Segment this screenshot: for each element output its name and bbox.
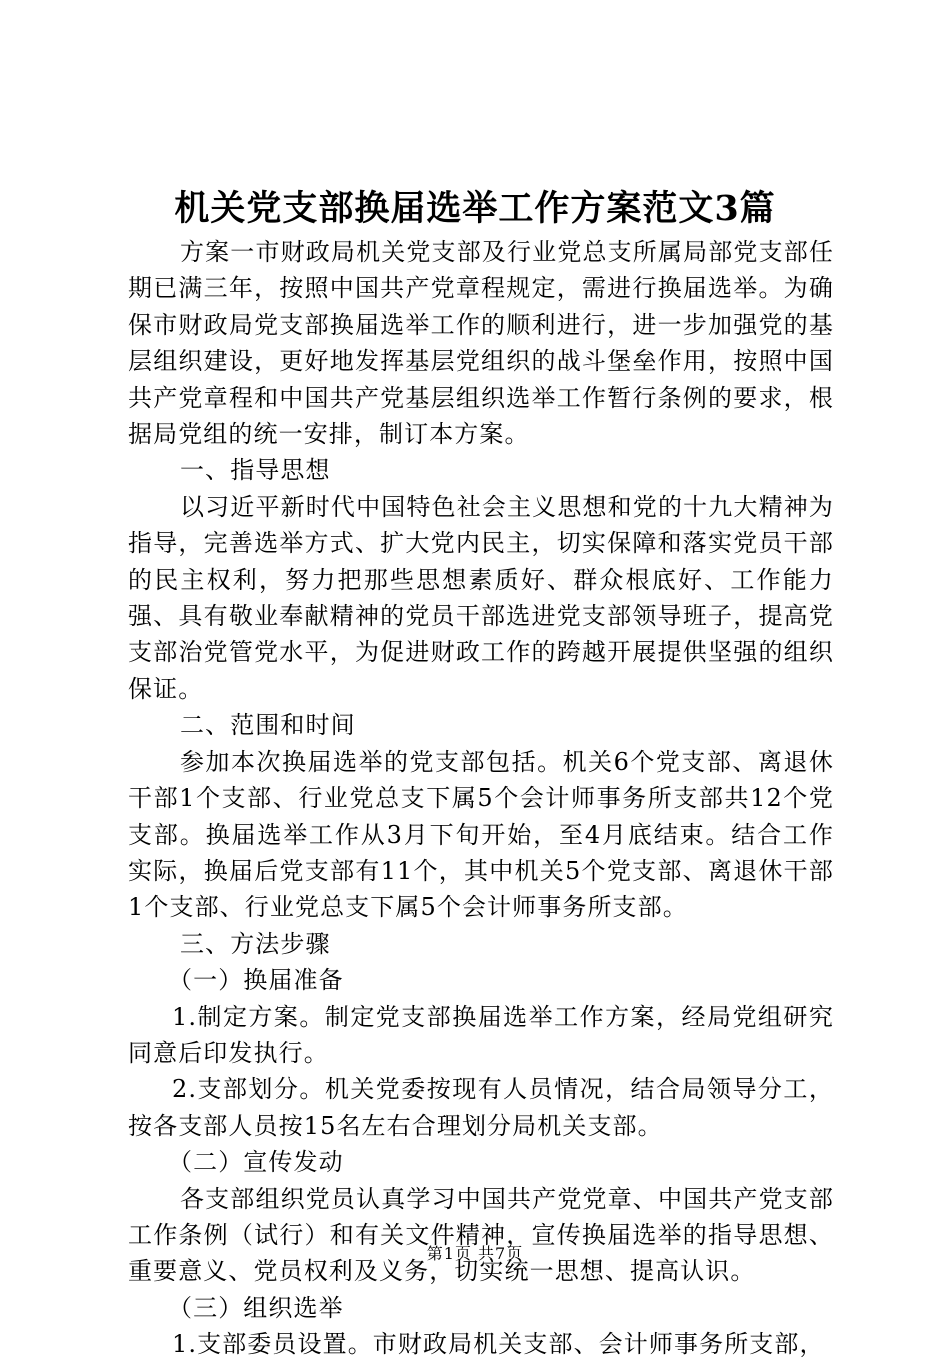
section-heading-guiding-thought: 一、指导思想: [180, 456, 331, 485]
scope-time-paragraph: 参加本次换届选举的党支部包括。机关6个党支部、离退休干部1个支部、行业党总支下属5个会计师事务所支部共12个党支部。换届选举工作从3月下旬开始，至4月底结束。结合工作实际，换届后党支部有11个，其中机关5个党支部、离退休干部1个支部、行业党总支下属5个会计师事务所支部。: [128, 747, 834, 922]
section-heading-scope-time: 二、范围和时间: [180, 711, 356, 740]
section-heading-method-steps: 三、方法步骤: [180, 929, 331, 958]
list-item-committee-setup: 1.支部委员设置。市财政局机关支部、会计师事务所支部，: [172, 1330, 825, 1359]
subsection-heading-election: （三）组织选举: [168, 1293, 344, 1322]
page-number-footer: 第1页 共7页: [426, 1244, 524, 1263]
list-item-make-plan: 1.制定方案。制定党支部换届选举工作方案，经局党组研究同意后印发执行。: [128, 1002, 834, 1067]
list-item-branch-division: 2.支部划分。机关党委按现有人员情况，结合局领导分工，按各支部人员按15名左右合理划分局机关支部。: [128, 1075, 834, 1140]
subsection-heading-preparation: （一）换届准备: [168, 966, 344, 995]
subsection-heading-publicity: （二）宣传发动: [168, 1148, 344, 1177]
guiding-thought-paragraph: 以习近平新时代中国特色社会主义思想和党的十九大精神为指导，完善选举方式、扩大党内民主，切实保障和落实党员干部的民主权利，努力把那些思想素质好、群众根底好、工作能力强、具有敬业奉献精神的党员干部选进党支部领导班子，提高党支部治党管党水平，为促进财政工作的跨越开展提供坚强的组织保证。: [128, 492, 834, 703]
document-body: [128, 234, 834, 1363]
document-title: 机关党支部换届选举工作方案范文3篇: [174, 188, 776, 229]
intro-paragraph: 方案一市财政局机关党支部及行业党总支所属局部党支部任期已满三年，按照中国共产党章程规定，需进行换届选举。为确保市财政局党支部换届选举工作的顺利进行，进一步加强党的基层组织建设，更好地发挥基层党组织的战斗堡垒作用，按照中国共产党章程和中国共产党基层组织选举工作暂行条例的要求，根据局党组的统一安排，制订本方案。: [128, 238, 834, 449]
publicity-paragraph: 各支部组织党员认真学习中国共产党党章、中国共产党支部工作条例（试行）和有关文件精神，宣传换届选举的指导思想、重要意义、党员权利及义务，切实统一思想、提高认识。: [128, 1184, 834, 1286]
